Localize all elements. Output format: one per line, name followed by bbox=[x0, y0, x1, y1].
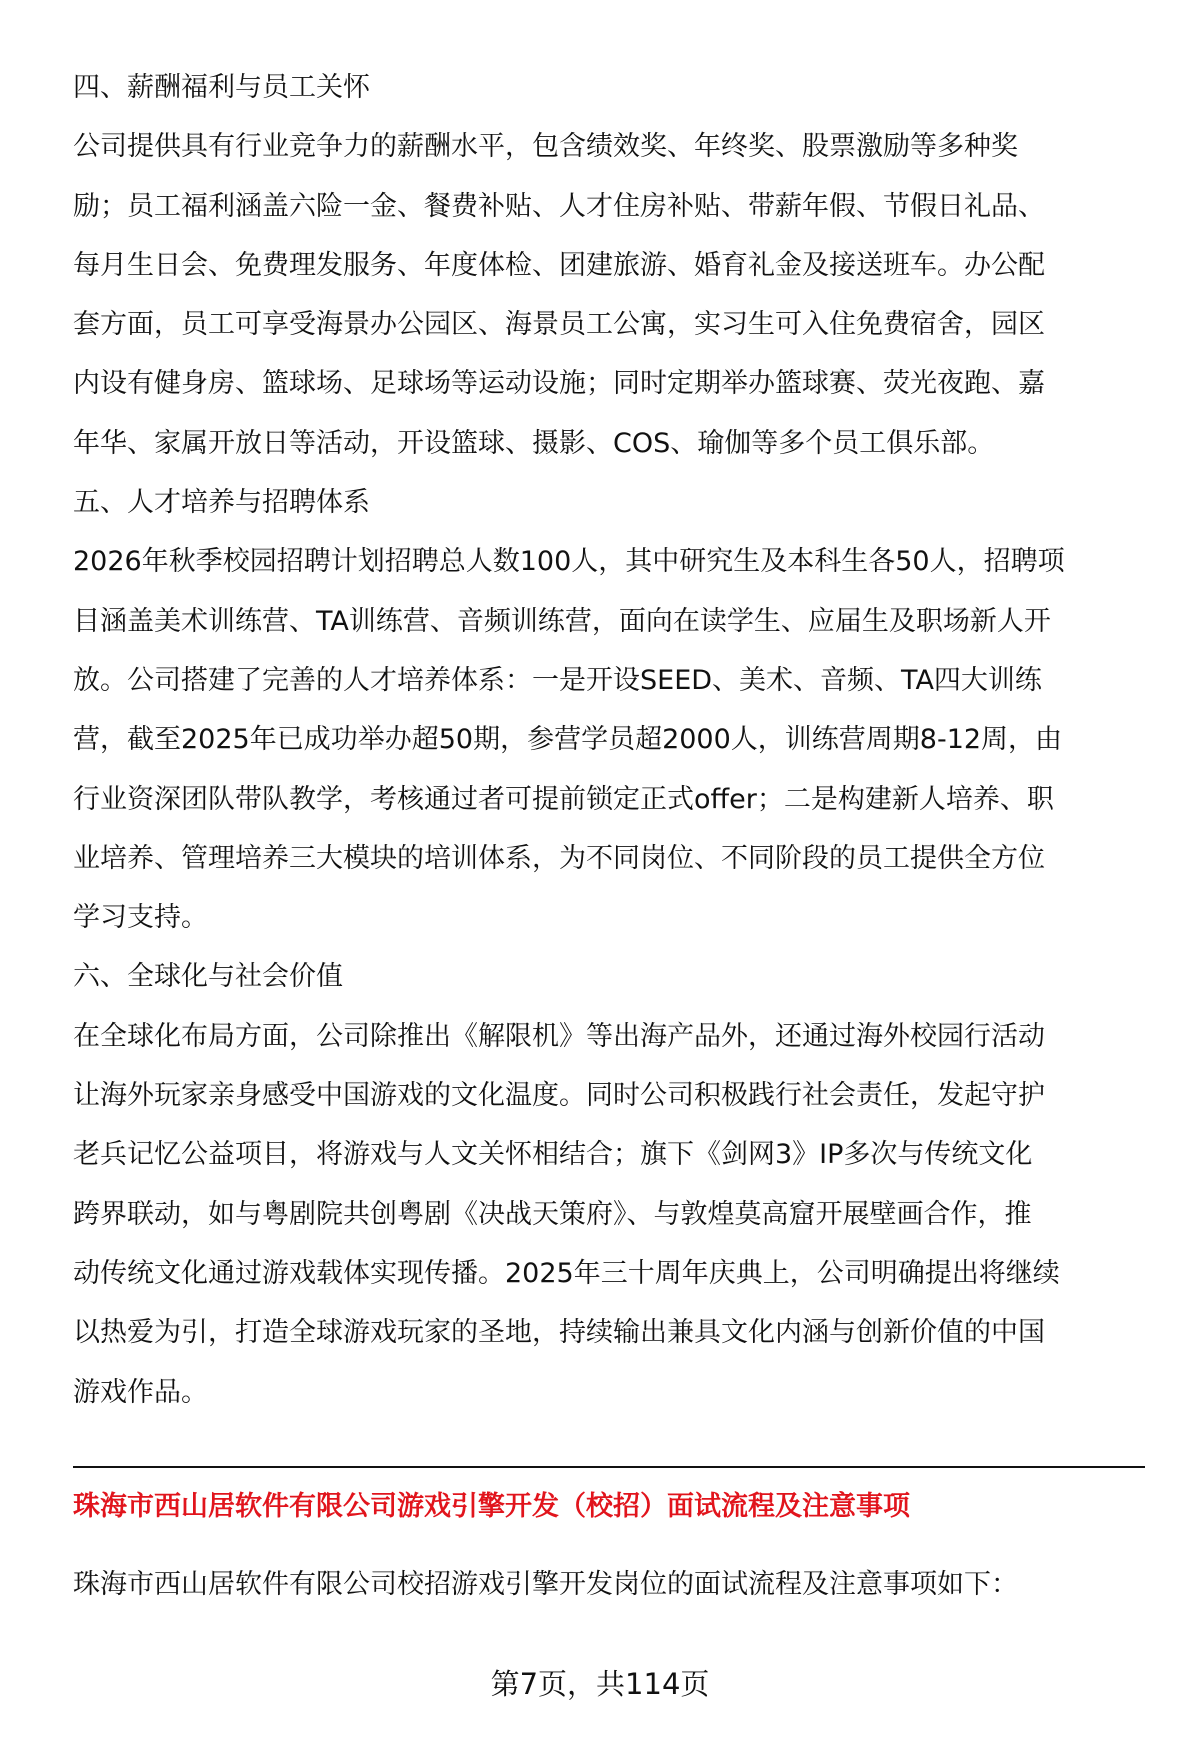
text-line: 学习支持。 bbox=[73, 902, 208, 934]
text-line: 公司提供具有行业竞争力的薪酬水平，包含绩效奖、年终奖、股票激励等多种奖 bbox=[73, 131, 1018, 163]
section-title: 珠海市西山居软件有限公司游戏引擎开发（校招）面试流程及注意事项 bbox=[73, 1491, 910, 1522]
text-line: 放。公司搭建了完善的人才培养体系：一是开设SEED、美术、音频、TA四大训练 bbox=[73, 664, 1042, 696]
text-line: 五、人才培养与招聘体系 bbox=[73, 487, 370, 519]
text-line: 励；员工福利涵盖六险一金、餐费补贴、人才住房补贴、带薪年假、节假日礼品、 bbox=[73, 190, 1045, 222]
text-line: 内设有健身房、篮球场、足球场等运动设施；同时定期举办篮球赛、荧光夜跑、嘉 bbox=[73, 368, 1045, 400]
text-line: 在全球化布局方面，公司除推出《解限机》等出海产品外，还通过海外校园行活动 bbox=[73, 1020, 1045, 1052]
document-body bbox=[73, 68, 1153, 1432]
text-line: 以热爱为引，打造全球游戏玩家的圣地，持续输出兼具文化内涵与创新价值的中国 bbox=[73, 1317, 1045, 1349]
text-line: 四、薪酬福利与员工关怀 bbox=[73, 72, 370, 103]
text-line: 业培养、管理培养三大模块的培训体系，为不同岗位、不同阶段的员工提供全方位 bbox=[73, 842, 1045, 874]
text-line: 行业资深团队带队教学，考核通过者可提前锁定正式offer；二是构建新人培养、职 bbox=[73, 783, 1054, 815]
text-line: 套方面，员工可享受海景办公园区、海景员工公寓，实习生可入住免费宿舍，园区 bbox=[73, 309, 1045, 341]
text-line: 每月生日会、免费理发服务、年度体检、团建旅游、婚育礼金及接送班车。办公配 bbox=[73, 249, 1045, 281]
text-line: 六、全球化与社会价值 bbox=[73, 961, 343, 993]
text-line: 动传统文化通过游戏载体实现传播。2025年三十周年庆典上，公司明确提出将继续 bbox=[73, 1257, 1060, 1289]
divider bbox=[73, 1466, 1145, 1468]
text-line: 游戏作品。 bbox=[73, 1376, 208, 1408]
text-line: 跨界联动，如与粤剧院共创粤剧《决战天策府》、与敦煌莫高窟开展壁画合作，推 bbox=[73, 1198, 1032, 1230]
text-line: 2026年秋季校园招聘计划招聘总人数100人，其中研究生及本科生各50人，招聘项 bbox=[73, 546, 1065, 578]
text-line: 目涵盖美术训练营、TA训练营、音频训练营，面向在读学生、应届生及职场新人开 bbox=[73, 605, 1051, 637]
text-line: 营，截至2025年已成功举办超50期，参营学员超2000人，训练营周期8-12周，由 bbox=[73, 724, 1063, 756]
text-line: 年华、家属开放日等活动，开设篮球、摄影、COS、瑜伽等多个员工俱乐部。 bbox=[73, 427, 995, 459]
page-number: 第7页，共114页 bbox=[490, 1667, 710, 1701]
text-line: 老兵记忆公益项目，将游戏与人文关怀相结合；旗下《剑网3》IP多次与传统文化 bbox=[73, 1139, 1033, 1171]
intro-paragraph: 珠海市西山居软件有限公司校招游戏引擎开发岗位的面试流程及注意事项如下： bbox=[73, 1569, 1018, 1600]
text-line: 让海外玩家亲身感受中国游戏的文化温度。同时公司积极践行社会责任，发起守护 bbox=[73, 1080, 1045, 1112]
